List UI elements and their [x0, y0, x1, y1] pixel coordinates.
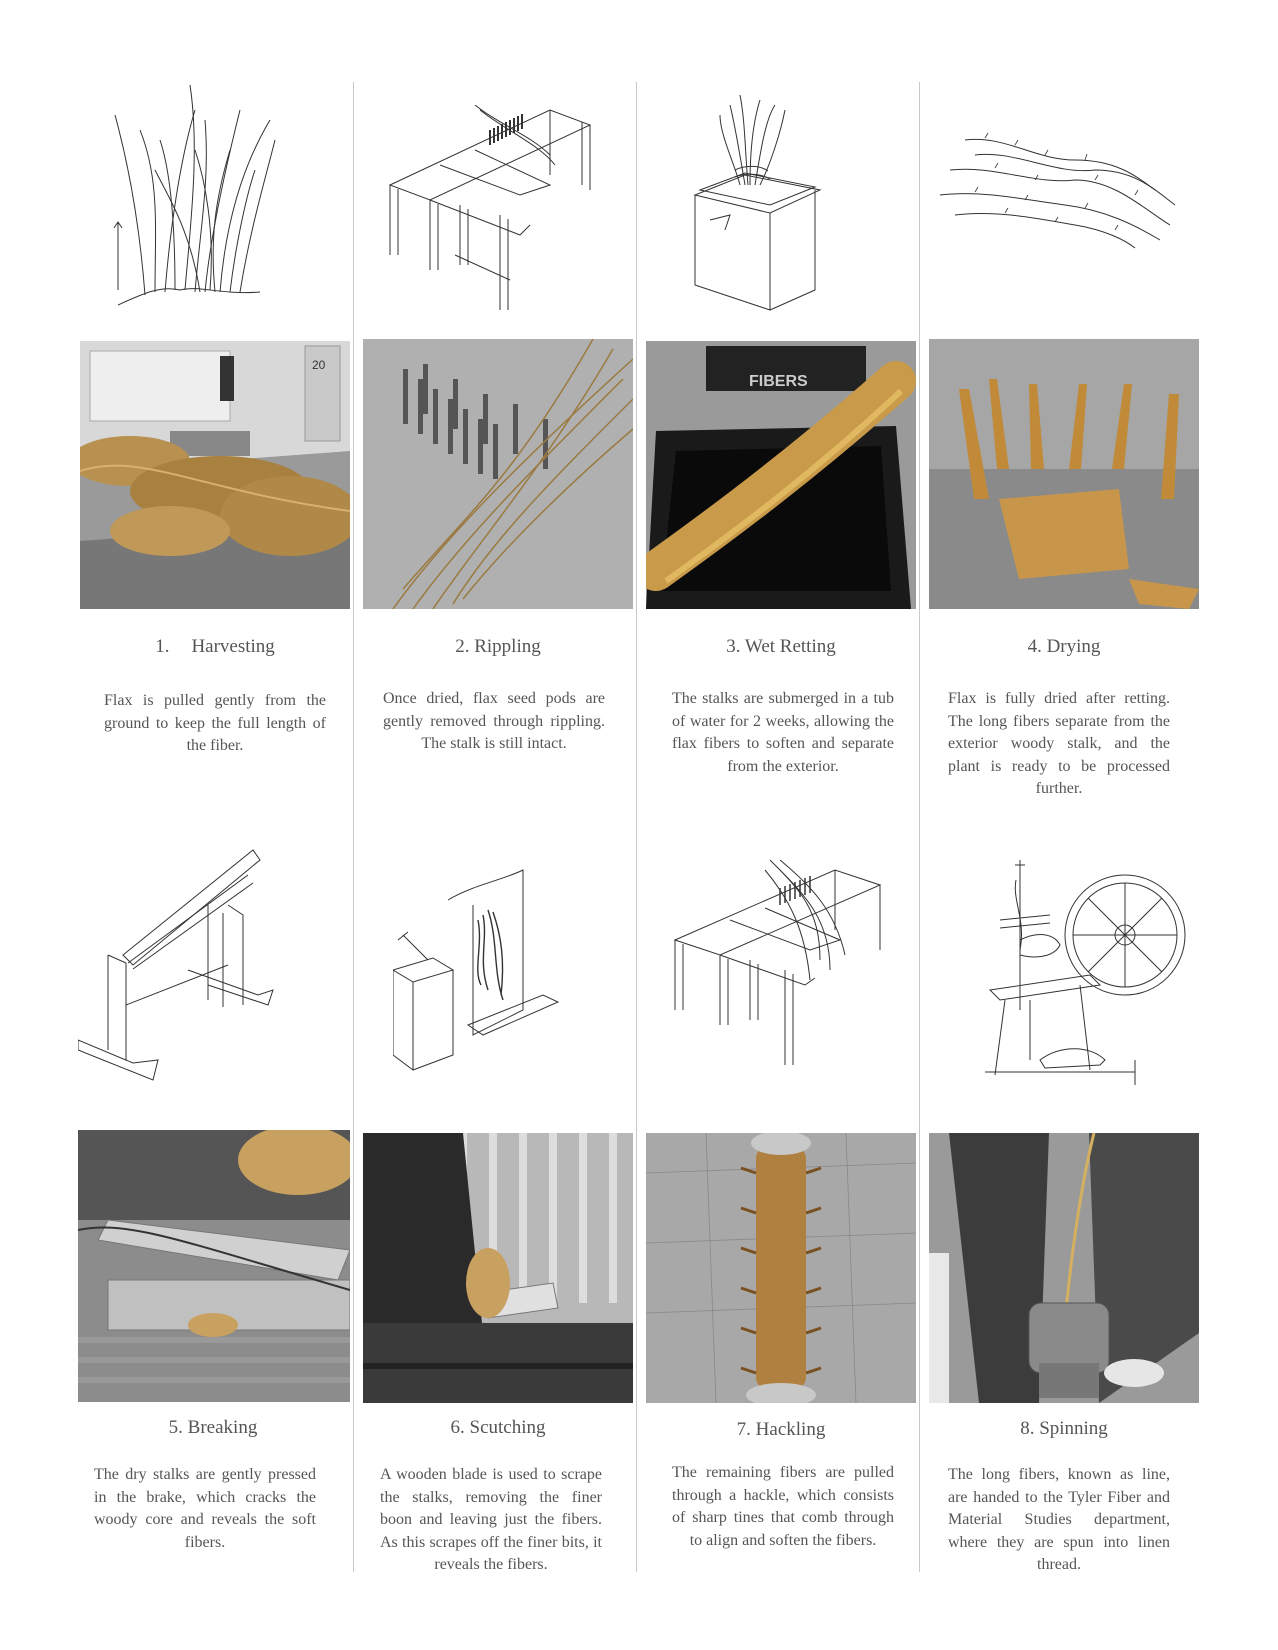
harvesting-photo — [80, 341, 350, 609]
step-5-name: Breaking — [187, 1417, 258, 1438]
hackling-comb-sketch — [670, 860, 885, 1090]
retting-tub-sketch — [690, 95, 840, 320]
step-5-number: 5. — [168, 1417, 183, 1438]
step-7-number: 7. — [736, 1419, 751, 1440]
flax-brake-sketch — [78, 845, 278, 1085]
step-6-name: Scutching — [469, 1417, 546, 1438]
step-7-description: The remaining fibers are pulled through a hackle, which consists of sharp tines that comb through to align and soften the fibers. — [672, 1464, 894, 1549]
step-2-name: Rippling — [474, 636, 541, 657]
tub-label: FIBERS — [749, 373, 808, 390]
step-2-description: Once dried, flax seed pods are gently removed through rippling. The stalk is still intact. — [383, 690, 605, 752]
step-6-title — [363, 1417, 633, 1439]
retting-photo — [646, 341, 916, 609]
drying-photo — [929, 339, 1199, 609]
step-3-name: Wet Retting — [744, 636, 836, 657]
step-4-title — [929, 636, 1199, 658]
column-divider-3 — [919, 82, 920, 1572]
step-6-description: A wooden blade is used to scrape the stalks, removing the finer boon and leaving just the fibers. As this scrapes off the finer bits, it reveals the fibers. — [380, 1466, 602, 1573]
column-divider-2 — [636, 82, 637, 1572]
scutching-photo — [363, 1133, 633, 1403]
breaking-photo — [78, 1130, 350, 1402]
step-4-name: Drying — [1046, 636, 1101, 657]
step-8-name: Spinning — [1039, 1418, 1108, 1439]
step-7-title — [646, 1419, 916, 1441]
step-1-name: Harvesting — [191, 636, 275, 657]
drying-fibers-sketch — [935, 130, 1180, 250]
step-5-title — [78, 1417, 348, 1439]
step-4-description: Flax is fully dried after retting. The long fibers separate from the exterior woody stalk, and the plant is ready to be processed further. — [948, 690, 1170, 797]
step-8-number: 8. — [1020, 1418, 1035, 1439]
step-3-number: 3. — [726, 636, 741, 657]
step-3-description: The stalks are submerged in a tub of water for 2 weeks, allowing the flax fibers to soften and separate from the exterior. — [672, 690, 894, 775]
spinning-photo — [929, 1133, 1199, 1403]
step-5-description: The dry stalks are gently pressed in the brake, which cracks the woody core and reveals the soft fibers. — [94, 1466, 316, 1551]
step-7-name: Hackling — [755, 1419, 826, 1440]
spinning-wheel-sketch — [960, 860, 1190, 1090]
door-number: 20 — [312, 358, 326, 372]
step-1-title — [80, 636, 350, 658]
rippling-photo — [363, 339, 633, 609]
step-8-title — [929, 1418, 1199, 1440]
step-1-number: 1. — [155, 636, 170, 657]
step-4-number: 4. — [1027, 636, 1042, 657]
column-divider-1 — [353, 82, 354, 1572]
step-2-title — [363, 636, 633, 658]
harvesting-sketch — [100, 80, 300, 310]
step-8-description: The long fibers, known as line, are handed to the Tyler Fiber and Material Studies department, where they are spun into linen thread. — [948, 1466, 1170, 1573]
rippling-comb-sketch — [380, 105, 600, 315]
hackling-photo — [646, 1133, 916, 1403]
step-2-number: 2. — [455, 636, 470, 657]
scutching-board-sketch — [393, 860, 568, 1090]
step-3-title — [646, 636, 916, 658]
step-1-description: Flax is pulled gently from the ground to keep the full length of the fiber. — [104, 692, 326, 754]
step-6-number: 6. — [450, 1417, 465, 1438]
